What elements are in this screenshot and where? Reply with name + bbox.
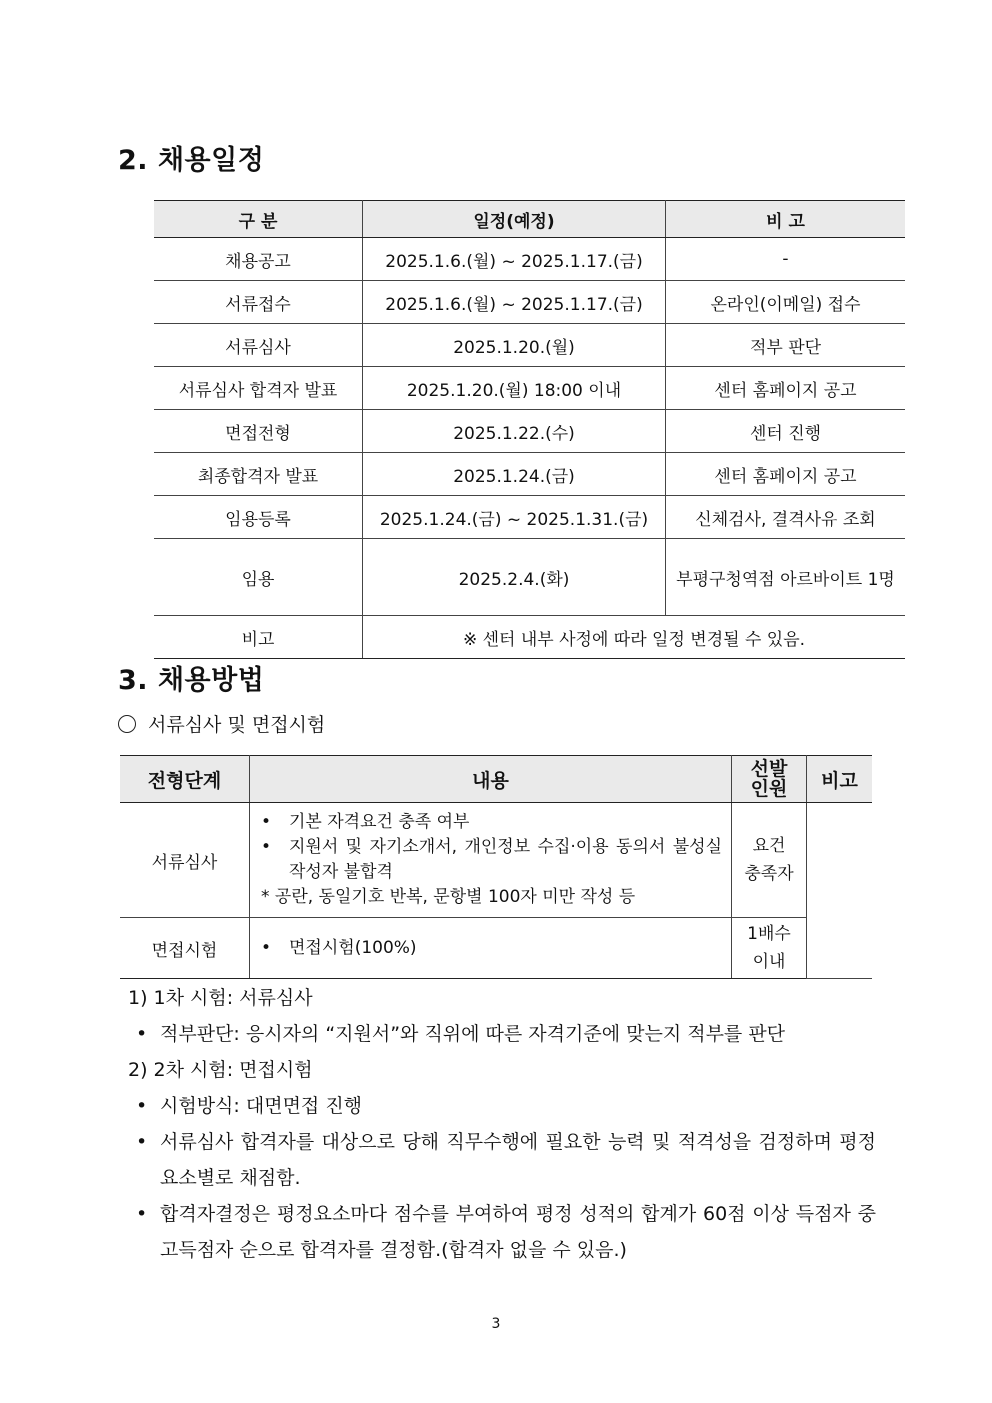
row-remarks: 온라인(이메일) 접수 bbox=[666, 281, 906, 324]
row-schedule: 2025.1.20.(월) bbox=[363, 324, 666, 367]
content-item: • 면접시험(100%) bbox=[261, 936, 722, 961]
list-item bbox=[136, 1088, 876, 1124]
table-row bbox=[154, 453, 905, 496]
table-row bbox=[154, 410, 905, 453]
row-schedule: 2025.1.24.(금) ~ 2025.1.31.(금) bbox=[363, 496, 666, 539]
row-category: 임용등록 bbox=[154, 496, 363, 539]
row-schedule: 2025.1.20.(월) 18:00 이내 bbox=[363, 367, 666, 410]
table-row bbox=[154, 324, 905, 367]
header-schedule: 일정(예정) bbox=[363, 201, 666, 238]
row-remarks: - bbox=[666, 238, 906, 281]
row-remarks: 신체검사, 결격사유 조회 bbox=[666, 496, 906, 539]
content-cell bbox=[250, 803, 732, 918]
stage-cell: 면접시험 bbox=[120, 918, 250, 979]
table-row bbox=[154, 238, 905, 281]
table-row bbox=[120, 803, 872, 918]
row-category: 최종합격자 발표 bbox=[154, 453, 363, 496]
bullet-icon: • bbox=[136, 1131, 148, 1153]
method-table bbox=[120, 755, 872, 979]
list-item bbox=[136, 1124, 876, 1196]
note-label: 비고 bbox=[154, 616, 363, 659]
bullet-text: 적부판단: 응시자의 “지원서”와 직위에 따른 자격기준에 맞는지 적부를 판단 bbox=[160, 1023, 786, 1045]
row-schedule: 2025.2.4.(화) bbox=[363, 539, 666, 616]
content-note: * 공란, 동일기호 반복, 문항별 100자 미만 작성 등 bbox=[261, 887, 636, 907]
bullet-icon: • bbox=[136, 1203, 148, 1225]
header-content: 내용 bbox=[250, 756, 732, 803]
page-number: 3 bbox=[491, 1316, 501, 1332]
header-stage: 전형단계 bbox=[120, 756, 250, 803]
row-remarks: 적부 판단 bbox=[666, 324, 906, 367]
content-cell bbox=[250, 918, 732, 979]
circle-item bbox=[118, 710, 325, 737]
row-category: 임용 bbox=[154, 539, 363, 616]
table-row bbox=[154, 539, 905, 616]
row-category: 채용공고 bbox=[154, 238, 363, 281]
bullet-text: 시험방식: 대면면접 진행 bbox=[160, 1095, 363, 1117]
header-count: 선발 인원 bbox=[732, 756, 807, 803]
count-cell: 1배수 이내 bbox=[732, 918, 807, 979]
row-schedule: 2025.1.22.(수) bbox=[363, 410, 666, 453]
row-schedule: 2025.1.6.(월) ~ 2025.1.17.(금) bbox=[363, 281, 666, 324]
row-schedule: 2025.1.24.(금) bbox=[363, 453, 666, 496]
row-remarks: 부평구청역점 아르바이트 1명 bbox=[666, 539, 906, 616]
bullet-text: 합격자결정은 평정요소마다 점수를 부여하여 평정 성적의 합계가 60점 이상 득점자 중 고득점자 순으로 합격자를 결정함.(합격자 없을 수 있음.) bbox=[160, 1203, 876, 1261]
row-remarks: 센터 홈페이지 공고 bbox=[666, 453, 906, 496]
circle-icon bbox=[118, 715, 136, 733]
header-note: 비고 bbox=[807, 756, 873, 803]
schedule-header-row bbox=[154, 201, 905, 238]
method-header-row bbox=[120, 756, 872, 803]
circle-item-text: 서류심사 및 면접시험 bbox=[148, 714, 326, 736]
row-category: 서류접수 bbox=[154, 281, 363, 324]
list-item bbox=[136, 1196, 876, 1268]
table-row bbox=[154, 281, 905, 324]
note-cell bbox=[807, 803, 873, 979]
list-item bbox=[136, 1016, 876, 1052]
count-cell: 요건 충족자 bbox=[732, 803, 807, 918]
table-row bbox=[154, 367, 905, 410]
table-row bbox=[120, 918, 872, 979]
row-category: 서류심사 bbox=[154, 324, 363, 367]
table-row bbox=[154, 496, 905, 539]
bullet-icon: • bbox=[136, 1095, 148, 1117]
row-remarks: 센터 진행 bbox=[666, 410, 906, 453]
step-1-heading: 1) 1차 시험: 서류심사 bbox=[128, 987, 313, 1009]
section-3-title: 3. 채용방법 bbox=[118, 665, 265, 696]
header-category: 구 분 bbox=[154, 201, 363, 238]
row-schedule: 2025.1.6.(월) ~ 2025.1.17.(금) bbox=[363, 238, 666, 281]
section-2-title: 2. 채용일정 bbox=[118, 145, 265, 176]
note-text: ※ 센터 내부 사정에 따라 일정 변경될 수 있음. bbox=[363, 616, 906, 659]
row-category: 서류심사 합격자 발표 bbox=[154, 367, 363, 410]
content-item: • 기본 자격요건 충족 여부 bbox=[261, 810, 722, 835]
stage-cell: 서류심사 bbox=[120, 803, 250, 918]
schedule-table bbox=[154, 200, 905, 659]
content-item: • 지원서 및 자기소개서, 개인정보 수집·이용 동의서 불성실 작성자 불합격 bbox=[261, 835, 722, 885]
step-2-heading: 2) 2차 시험: 면접시험 bbox=[128, 1059, 313, 1081]
bullet-text: 서류심사 합격자를 대상으로 당해 직무수행에 필요한 능력 및 적격성을 검정하며 평정요소별로 채점함. bbox=[160, 1131, 876, 1189]
header-remarks: 비 고 bbox=[666, 201, 906, 238]
note-row bbox=[154, 616, 905, 659]
row-remarks: 센터 홈페이지 공고 bbox=[666, 367, 906, 410]
bullet-icon: • bbox=[136, 1023, 148, 1045]
row-category: 면접전형 bbox=[154, 410, 363, 453]
